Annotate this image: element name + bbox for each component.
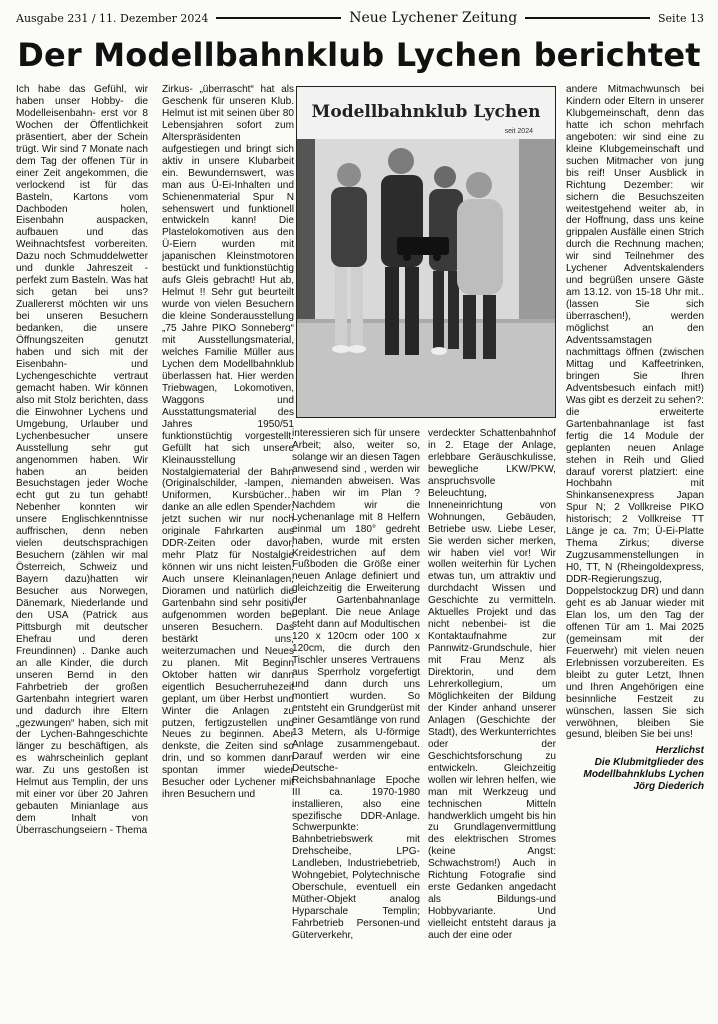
- club-photo-image: [297, 87, 555, 417]
- column-4-text: verdeckter Schattenbahnhof in 2. Etage der Anlage, erlebbare Geräuschkulisse, bewegliche LKW/PKW, anspruchsvolle Beleuchtung, Inneneinrichtung von Wohnungen, Gebäuden, Betriebe usw. Liebe Leser, Sie werden sicher merken, wir haben viel vor! Wir wollen weiterhin für Lychen etwas tun, um attraktiv und durchdacht Wissen und Geschichte zu vermitteln. Aktuelles Projekt und das nicht nebenbei- ist die Kontaktaufnahme zur Pannwitz-Grundschule, hier mit Frau Menz als Direktorin, und dem Lehrerkollegium, um Möglichkeiten der Bildung der Kinder anhand unserer Anlagen (Geschichte der Stadt), des Werkunterrichtes oder der Geschichtsforschung zu entwickeln. Gleichzeitig wollen wir lehren helfen, wie man mit Werkzeug und technischen Mitteln handwerklich umgeht bis hin zu Grundlagenvermittlung des elektrischen Stromes (keine Angst: Schwachstrom!) Auch in Richtung Fotografie sind erste Gedanken angedacht als Bildungs-und Hobbyvariante. Und vielleicht entsteht daraus ja auch der eine oder: [428, 428, 556, 942]
- article-column-4: [428, 428, 556, 1010]
- page-number: Seite 13: [658, 11, 705, 25]
- article-column-2: [162, 84, 294, 1010]
- signature-line-2: Die Klubmitglieder des: [594, 757, 704, 769]
- header-rule-left: [216, 17, 341, 19]
- banner-text: Modellbahnklub Lychen: [311, 102, 541, 122]
- column-3-text: interessieren sich für unsere Arbeit; also, weiter so, solange wir an diesen Tagen anwesend sind , werden wir niemanden abweisen. Was haben wir im Plan ? Nachdem wir die Lychenanlage mit 8 Helfern einmal um 180° gedreht haben, wurde mit ersten Kreidestrichen auf dem Fußboden die Größe einer neuen Anlage definiert und gleichzeitig die Erweiterung der Gartenbahnanlage geplant. Die neue Anlage steht dann auf Modultischen 120 x 120cm oder 100 x 120cm, die durch den Tischler unseres Vertrauens aus Sperrholz vorgefertigt und dann durch uns montiert wurden. So entsteht ein Grundgerüst mit einer Gesamtlänge von rund 13 Metern, als U-förmige Anlage zusammengebaut. Darauf werden wir eine Deutsche-Reichsbahnanlage Epoche III ca. 1970-1980 installieren, also eine spezifische DDR-Anlage. Schwerpunkte: Bahnbetriebswerk mit Drehscheibe, LPG-Landleben, Industriebetrieb, Wohngebiet, Polytechnische Oberschule, eventuell ein Müther-Objekt analog Hyparschale Templin; Fahrbetrieb Personen-und Güterverkehr,: [292, 428, 420, 942]
- club-photo: [296, 86, 556, 418]
- signature-line-3: Modellbahnklubs Lychen: [583, 769, 704, 781]
- banner-subtext: seit 2024: [504, 128, 533, 135]
- signature-block: [566, 745, 704, 793]
- column-1-text: Ich habe das Gefühl, wir haben unser Hobby- die Modelleisenbahn- erst vor 8 Wochen der Öffentlichkeit präsentiert, aber der Schein trügt. Wir sind 7 Monate nach dem Tag der offenen Tür in einer Zeit angekommen, die verlockend ist für das Basteln, Kartons vom Dachboden holen, Eisenbahn auspacken, aufbauen und das Weihnachtsfest vorbereiten. Dazu noch Schmuddelwetter und dunkle Jahreszeit - perfekt zum Basteln. Was hat sich getan bei uns? Zuallererst möchten wir uns bei unseren Besuchern bedanken, die unsere Öffnungszeiten genutzt haben und sich mit der Eisenbahn- und Lychengeschichte vertraut gemacht haben. Wir können also mit Stolz berichten, dass die Einwohner Lychens und Umgebung, Urlauber und Lychenbesucher unsere Ausstellung sehr gut angenommen haben. Wir haben an beiden Besuchstagen jeder Woche echt gut zu tun gehabt! Nebenher konnten wir unsere Englischkenntnisse auffrischen, denn neben vielen deutschsprachigen Besuchern (zählen wir mal Österreich, Schweiz und Bayern dazu)hatten wir Besucher aus Norwegen, Dänemark, Niederlande und den USA (Patrick aus Pittsburgh mit deutscher Ehefrau und deren Freundinnen) . Danke auch an alle Kinder, die durch unseren Bernd in den Fahrbetrieb der großen Gartenbahn integriert waren und dadurch ihre Eltern „gezwungen“ haben, sich mit der Lychen-Bahngeschichte länger zu beschäftigen, als es wahrscheinlich geplant war. Zu uns gestoßen ist Helmut aus Templin, der uns mit einer vor über 20 Jahren gebauten Minianlage aus dem Inhalt von Überraschungseiern - Thema: [16, 84, 148, 837]
- column-5-text: andere Mitmachwunsch bei Kindern oder Eltern in unserer Klubgemeinschaft, denn das hatte ich schon mehrfach angeboten: wir sind eine zu kleine Klubgemeinschaft und suchen Mitmacher von jung bis reif! Unser Ausblick in Richtung Dezember: wir sichern die Besuchszeiten weitestgehend weiter ab, in der Hoffnung, dass uns keine grippalen Ausfälle einen Strich durch die Rechnung machen; wir sind Teilnehmer des Lychener Adventskalenders und begrüßen unsere Gäste am 13.12. von 15-18 Uhr mit.. (lassen Sie sich überraschen!), werden möglichst an den Adventssamstagen nachmittags öffnen (zwischen Mittag und Kaffeetrinken, bringen Sie Ihren Adventsbesuch einfach mit!) Was gibt es derzeit zu sehen?: die erweiterte Gartenbahnanlage ist fast fertig die 14 Module der geplanten neuen Anlage stehen in Reih und Glied darauf vorerst platziert: eine Hochbahn mit Shinkansenexpress Japan Spur N; 2 Vollkreise PIKO historisch; 2 Vollkreise TT Länge je ca. 7m; Ü-Ei-Platte Thema Zirkus; diverse Zugzusammenstellungen in H0, TT, N (Rheingoldexpress, DDR-Regierungszug, Doppelstockzug DR) und dann geht es ab Januar wieder mit Elan los, um den Tag der offenen Tür am 1. Mai 2025 (gemeinsam mit der Feuerwehr) mit vielen neuen Erlebnissen vorzubereiten. Es bleibt zu guter Letzt, Ihnen und Ihren Angehörigen eine besinnliche Festzeit zu wünschen, lassen Sie sich verwöhnen, bleiben Sie gesund, bleiben Sie bei uns!: [566, 84, 704, 741]
- column-2-text: Zirkus- „überrascht“ hat als Geschenk für unseren Klub. Helmut ist mit seinen über 80 Lebensjahren sofort zum Alterspräsidenten aufgestiegen und bringt sich aktiv in unsere Klubarbeit ein. Bewundernswert, was man aus Ü-Ei-Inhalten und Schienenmaterial Spur N sehenswert und funktionell entwickeln kann! Die Plastelokomotiven aus den Ü-Eiern wurden mit japanischen Kleinstmotoren bestückt und funktionstüchtig aufs Gleis gebracht! Hut ab, Helmut !! Sehr gut beurteilt wurde von vielen Besuchern die kleine Sonderausstellung „75 Jahre PIKO Sonneberg“ mit Ausstellungsmaterial, welches Familie Müller aus Lychen dem Modellbahnklub überlassen hat. Hier werden Triebwagen, Lokomotiven, Waggons und Ausstattungsmaterial des Jahres 1950/51 funktionstüchtig vorgestellt. Gefüllt hat sich unsere Kleinausstellung Nostalgiematerial der Bahn (Originalschilder, -lampen, -Uniformen, Kursbücher… danke an alle edlen Spender; jetzt suchen wir nur noch originale Fahrkarten aus DDR-Zeiten oder davor, mehr Platz für Nostalgie können wir uns nicht leisten. Auch unsere Kleinanlagen, Dioramen und natürlich die Gartenbahn sind sehr positiv aufgenommen worden bei unseren Besuchern. Das bestärkt uns, weiterzumachen und Neues zu planen. Mit Beginn Oktober hatten wir dann eigentlich Besucherruhezeit geplant, um über Herbst und Winter die Anlagen zu putzen, fertigzustellen und Neues zu beginnen. Aber denkste, die Zeiten sind so drin, und so kommen dann spontan immer wieder Besucher oder Lychener mit ihren Besuchern und: [162, 84, 294, 801]
- header-rule-right: [525, 17, 650, 19]
- signature-line-1: Herzlichst: [655, 745, 704, 757]
- signature-line-4: Jörg Diederich: [633, 781, 704, 793]
- page-header: [16, 8, 704, 28]
- article-column-3: [292, 428, 420, 1010]
- article-title: Der Modellbahnklub Lychen berichtet: [17, 36, 701, 74]
- issue-date: Ausgabe 231 / 11. Dezember 2024: [16, 11, 209, 25]
- article-column-5: [566, 84, 704, 1010]
- article-column-1: [16, 84, 148, 1010]
- newspaper-name: Neue Lychener Zeitung: [349, 10, 518, 26]
